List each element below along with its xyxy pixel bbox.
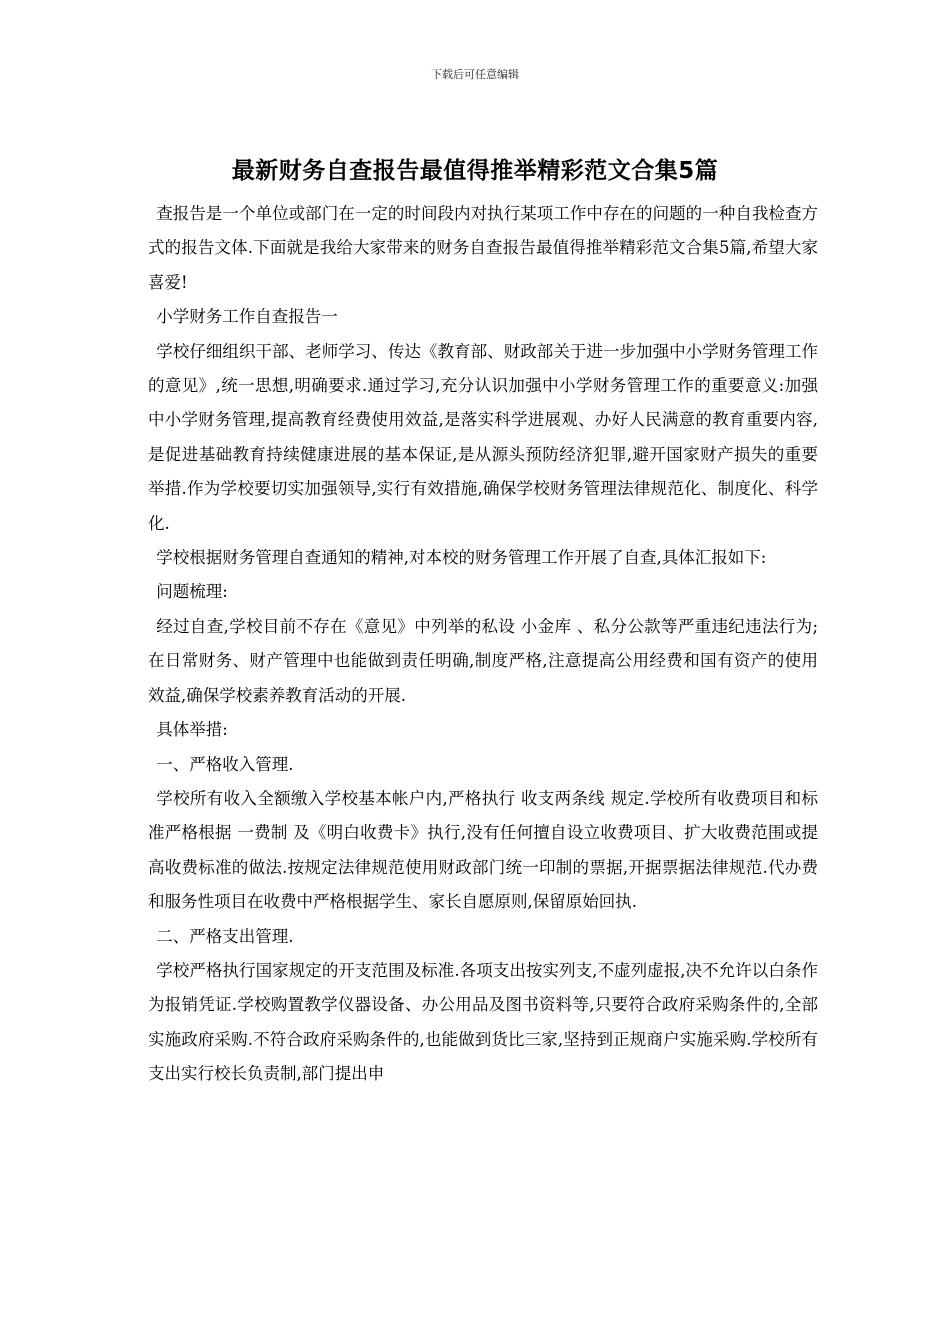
paragraph: 学校根据财务管理自查通知的精神,对本校的财务管理工作开展了自查,具体汇报如下: (156, 548, 767, 568)
subheading: 一、严格收入管理. (156, 754, 294, 774)
paragraph-intro: 查报告是一个单位或部门在一定的时间段内对执行某项工作中存在的问题的一种自我检查方式的报告文体.下面就是我给大家带来的财务自查报告最值得推举精彩范文合集5篇,希望大家喜爱! (148, 204, 818, 292)
subheading: 具体举措: (156, 720, 228, 740)
document-title: 最新财务自查报告最值得推举精彩范文合集5篇 (231, 158, 719, 184)
paragraph: 学校所有收入全额缴入学校基本帐户内,严格执行 收支两条线 规定.学校所有收费项目和标准严格根据 一费制 及《明白收费卡》执行,没有任何擅自设立收费项目、扩大收费范围或提高收费标准的做法.按规定法律规范使用财政部门统一印制的票据,开据票据法律规范.代办费和服务性项目在收费中严格根据学生、家长自愿原则,保留原始回执. (148, 788, 818, 912)
subheading: 问题梳理: (156, 582, 228, 602)
document-body (148, 197, 818, 1092)
paragraph: 学校仔细组织干部、老师学习、传达《教育部、财政部关于进一步加强中小学财务管理工作的意见》,统一思想,明确要求.通过学习,充分认识加强中小学财务管理工作的重要意义:加强中小学财务管理,提高教育经费使用效益,是落实科学进展观、办好人民满意的教育重要内容,是促进基础教育持续健康进展的基本保证,是从源头预防经济犯罪,避开国家财产损失的重要举措.作为学校要切实加强领导,实行有效措施,确保学校财务管理法律规范化、制度化、科学化. (148, 341, 818, 533)
paragraph: 学校严格执行国家规定的开支范围及标准.各项支出按实列支,不虚列虚报,决不允许以白条作为报销凭证.学校购置教学仪器设备、办公用品及图书资料等,只要符合政府采购条件的,全部实施政府采购.不符合政府采购条件的,也能做到货比三家,坚持到正规商户实施采购.学校所有支出实行校长负责制,部门提出申 (148, 960, 818, 1084)
section-heading: 小学财务工作自查报告一 (156, 307, 338, 327)
subheading: 二、严格支出管理. (156, 926, 294, 946)
page-header-note: 下载后可任意编辑 (431, 68, 519, 81)
paragraph: 经过自查,学校目前不存在《意见》中列举的私设 小金库 、私分公款等严重违纪违法行为;在日常财务、财产管理中也能做到责任明确,制度严格,注意提高公用经费和国有资产的使用效益,确保学校素养教育活动的开展. (148, 616, 818, 705)
